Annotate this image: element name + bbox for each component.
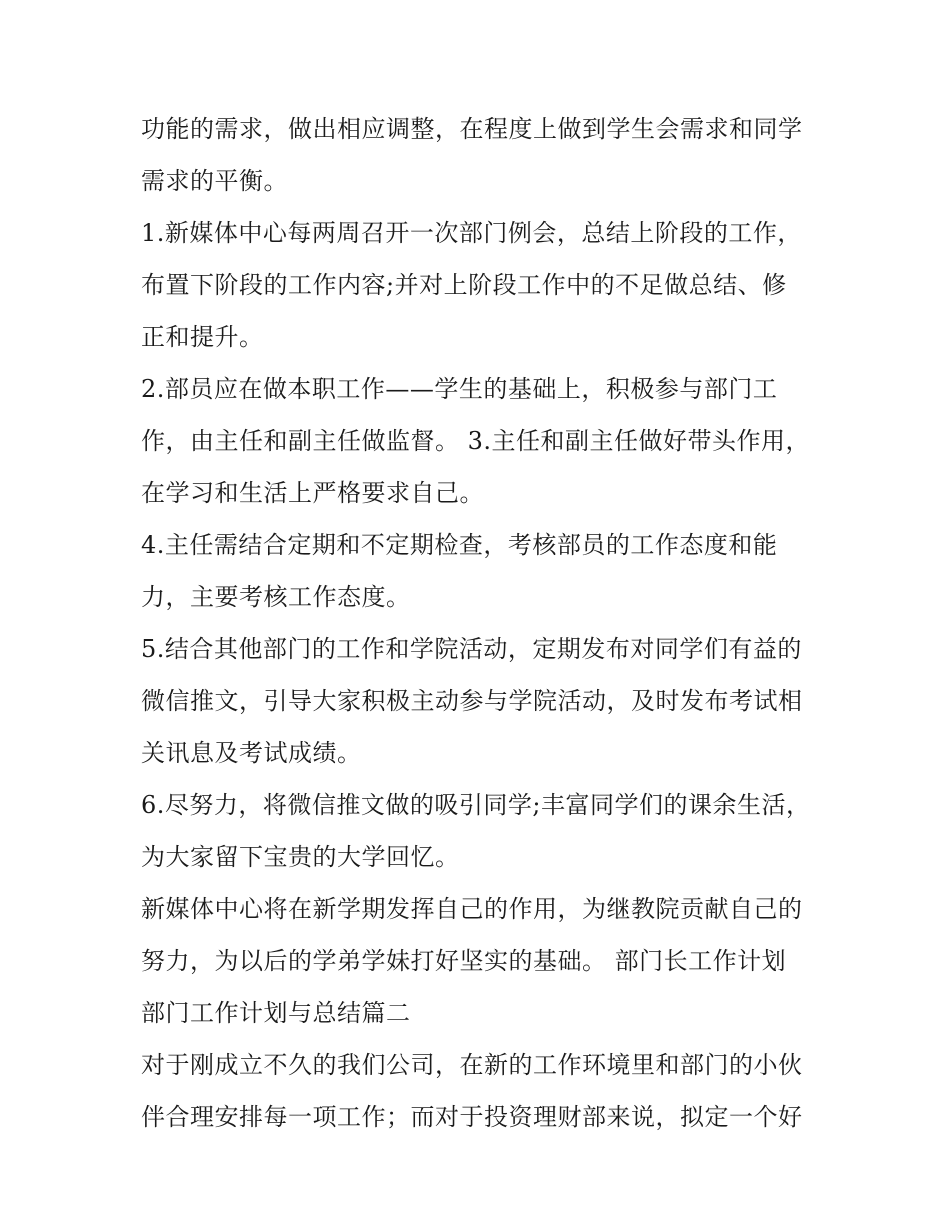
text-line: 1.新媒体中心每两周召开一次部门例会，总结上阶段的工作，: [141, 219, 802, 247]
text-line: 关讯息及考试成绩。: [141, 739, 362, 767]
text-line: 努力，为以后的学弟学妹打好坚实的基础。 部门长工作计划: [141, 947, 787, 975]
text-line: 为大家留下宝贵的大学回忆。: [141, 843, 460, 871]
text-line: 微信推文，引导大家积极主动参与学院活动，及时发布考试相: [141, 687, 803, 715]
text-line: 正和提升。: [141, 323, 264, 351]
text-line: 伴合理安排每一项工作；而对于投资理财部来说，拟定一个好: [141, 1103, 803, 1131]
text-line: 力，主要考核工作态度。: [141, 583, 411, 611]
text-line: 功能的需求，做出相应调整，在程度上做到学生会需求和同学: [141, 115, 803, 143]
section-heading: 部门工作计划与总结篇二: [141, 999, 411, 1027]
text-line: 在学习和生活上严格要求自己。: [141, 479, 484, 507]
text-line: 5.结合其他部门的工作和学院活动，定期发布对同学们有益的: [141, 635, 802, 663]
text-line: 新媒体中心将在新学期发挥自己的作用，为继教院贡献自己的: [141, 895, 803, 923]
text-line: 6.尽努力，将微信推文做的吸引同学;丰富同学们的课余生活，: [141, 791, 811, 819]
text-line: 对于刚成立不久的我们公司，在新的工作环境里和部门的小伙: [141, 1051, 803, 1079]
text-line: 作，由主任和副主任做监督。 3.主任和副主任做好带头作用，: [141, 427, 811, 455]
text-line: 4.主任需结合定期和不定期检查，考核部员的工作态度和能: [141, 531, 778, 559]
text-line: 2.部员应在做本职工作——学生的基础上，积极参与部门工: [141, 375, 778, 403]
document-body: [141, 103, 821, 1143]
text-line: 需求的平衡。: [141, 167, 288, 195]
text-line: 布置下阶段的工作内容;并对上阶段工作中的不足做总结、修: [141, 271, 787, 299]
